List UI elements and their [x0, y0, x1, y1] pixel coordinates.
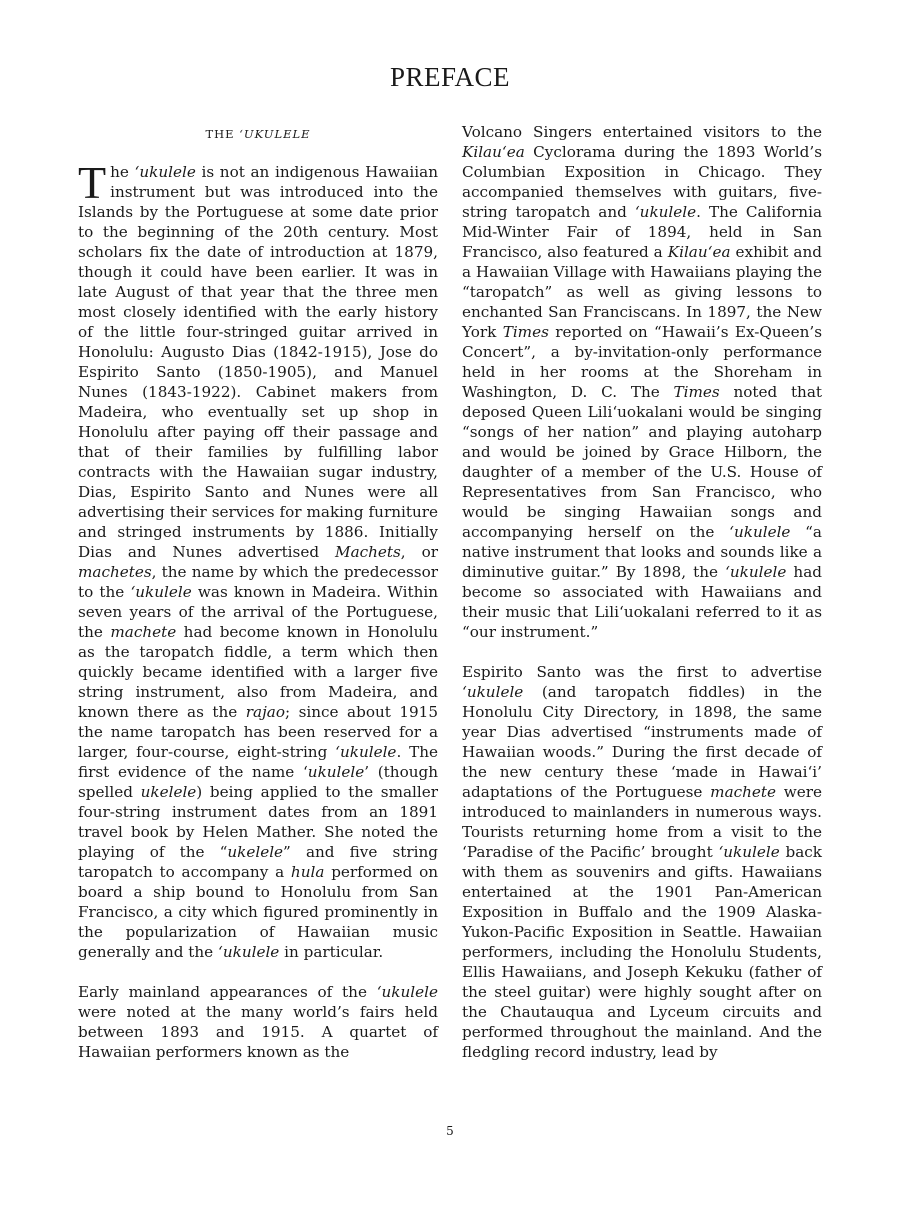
italic-text: ‘ukulele: [130, 583, 192, 601]
paragraph: [78, 157, 439, 962]
italic-text: Times: [502, 323, 549, 341]
italic-text: ukelele: [227, 843, 284, 861]
italic-text: ‘ukulele: [462, 683, 524, 701]
italic-text: Kilau‘ea: [462, 143, 525, 161]
italic-text: Kilau‘ea: [667, 243, 731, 261]
paragraph-text: he ‘ukulele is not an indigenous Hawaiian instrument but was introduced into the Islands by the Portuguese at some date prior to the beginning of the 20th century. Most scholars fix the date of introduction at 1879, though it could have been earlier. It was in late August of that year that the three men most closely identified with the early history of the little four-stringed guitar arrived in Honolulu: Augusto Dias (1842-1915), Jose do Espirito Santo (1850-1905), and Manuel Nunes (1843-1922). Cabinet makers from Madeira, who eventually set up shop in Honolulu after paying off their passage and that of their families by fulfilling labor contracts with the Hawaiian sugar industry, Dias, Espirito Santo and Nunes were all advertising their services for making furniture and stringed instruments by 1886. Initially Dias and Nunes advertised Machets, or machetes, the name by which the predecessor to the ‘ukulele was known in Madeira. Within seven years of the arrival of the Portuguese, the machete had become known in Honolulu as the taropatch fiddle, a term which then quickly became identified with a larger five string instrument, also from Madeira, and known there as the rajao; since about 1915 the name taropatch has been reserved for a larger, four-course, eight-string ‘ukulele. The first evidence of the name ‘ukulele’ (though spelled ukelele) being applied to the smaller four-string instrument dates from an 1891 travel book by Helen Mather. She noted the playing of the “ukelele” and five string taropatch to accompany a hula performed on board a ship bound to Honolulu from San Francisco, a city which figured prominently in the popularization of Hawaiian music generally and the ‘ukulele in particular.: [78, 163, 439, 961]
italic-text: Machets: [335, 543, 401, 561]
italic-text: ‘ukulele: [376, 983, 438, 1001]
italic-text: machetes: [78, 563, 152, 581]
left-column: [78, 122, 438, 1062]
italic-text: machete: [710, 783, 776, 801]
page-title: PREFACE: [389, 62, 511, 92]
paragraph: [78, 982, 438, 1062]
right-column: [462, 122, 822, 1062]
page-number: 5: [446, 1124, 454, 1138]
italic-text: hula: [290, 863, 325, 881]
drop-cap: T: [78, 157, 107, 208]
italic-text: ukelele: [140, 783, 197, 801]
italic-text: ‘ukulele: [718, 843, 780, 861]
italic-text: ukulele: [307, 763, 365, 781]
italic-text: Times: [673, 383, 720, 401]
paragraph: [462, 662, 822, 1062]
paragraph-text: Espirito Santo was the first to advertise ‘ukulele (and taropatch fiddles) in the Honolulu City Directory, in 1898, the same year Dias advertised “instruments made of Hawaiian woods.” During the first decade of the new century these ‘made in Hawai‘i’ adaptations of the Portuguese machete were introduced to mainlanders in numerous ways. Tourists returning home from a visit to the ‘Paradise of the Pacific’ brought ‘ukulele back with them as souvenirs and gifts. Hawaiians entertained at the 1901 Pan-American Exposition in Buffalo and the 1909 Alaska-Yukon-Pacific Exposition in Seattle. Hawaiian performers, including the Honolulu Students, Ellis Hawaiians, and Joseph Kekuku (father of the steel guitar) were highly sought after on the Chautauqua and Lyceum circuits and performed throughout the mainland. And the fledgling record industry, lead by: [462, 663, 822, 1061]
italic-text: ‘ukulele: [729, 523, 791, 541]
section-heading: [78, 124, 438, 144]
paragraph-text: Early mainland appearances of the ‘ukulele were noted at the many world’s fairs held between 1893 and 1915. A quartet of Hawaiian performers known as the: [78, 983, 438, 1061]
section-heading-prefix: THE: [205, 127, 240, 141]
italic-text: ‘ukulele: [134, 163, 196, 181]
italic-text: ‘ukulele: [634, 203, 697, 221]
italic-text: machete: [110, 623, 177, 641]
section-heading-word: ‘UKULELE: [239, 127, 311, 141]
italic-text: ‘ukulele: [335, 743, 397, 761]
italic-text: ‘ukulele: [725, 563, 787, 581]
italic-text: rajao: [245, 703, 285, 721]
paragraph-text: Volcano Singers entertained visitors to the Kilau‘ea Cyclorama during the 1893 World’s Columbian Exposition in Chicago. They accompanied themselves with guitars, five-string taropatch and ‘ukulele. The California Mid-Winter Fair of 1894, held in San Francisco, also featured a Kilau‘ea exhibit and a Hawaiian Village with Hawaiians playing the “taropatch” as well as giving lessons to enchanted San Franciscans. In 1897, the New York Times reported on “Hawaii’s Ex-Queen’s Concert”, a by-invitation-only performance held in her rooms at the Shoreham in Washington, D. C. The Times noted that deposed Queen Lili‘uokalani would be singing “songs of her nation” and playing autoharp and would be joined by Grace Hilborn, the daughter of a member of the U.S. House of Representatives from San Francisco, who would be singing Hawaiian songs and accompanying herself on the ‘ukulele “a native instrument that looks and sounds like a diminutive guitar.” By 1898, the ‘ukulele had become so associated with Hawaiians and their music that Lili‘uokalani referred to it as “our instrument.”: [462, 123, 823, 641]
italic-text: ‘ukulele: [218, 943, 280, 961]
paragraph: [462, 122, 822, 642]
